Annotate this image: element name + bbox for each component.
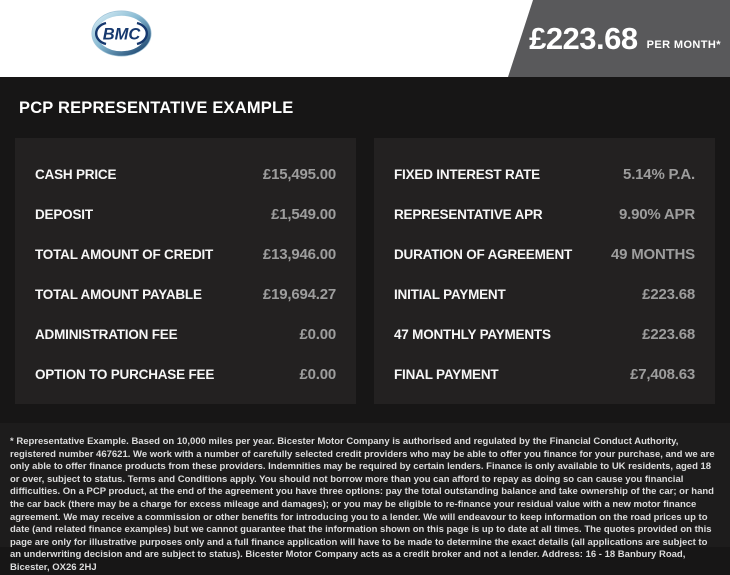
finance-row-label: TOTAL AMOUNT PAYABLE xyxy=(35,286,202,302)
finance-row-label: TOTAL AMOUNT OF CREDIT xyxy=(35,246,214,262)
finance-row-value: £1,549.00 xyxy=(271,205,336,223)
finance-row-label: ADMINISTRATION FEE xyxy=(35,326,178,342)
bmc-logo-text: BMC xyxy=(102,25,141,44)
finance-row-value: £0.00 xyxy=(299,325,336,343)
finance-panel-right xyxy=(374,138,715,404)
finance-row-value: £19,694.27 xyxy=(262,285,336,303)
finance-row-label: OPTION TO PURCHASE FEE xyxy=(35,366,215,382)
finance-row-label: FINAL PAYMENT xyxy=(394,366,499,382)
disclaimer-section xyxy=(0,423,730,573)
finance-row-label: FIXED INTEREST RATE xyxy=(394,166,540,182)
table-row xyxy=(35,274,336,314)
page-title: PCP REPRESENTATIVE EXAMPLE xyxy=(19,98,294,117)
finance-row-label: CASH PRICE xyxy=(35,166,117,182)
finance-row-value: 49 MONTHS xyxy=(610,245,695,263)
finance-row-value: £7,408.63 xyxy=(630,365,695,383)
monthly-price-suffix: PER MONTH* xyxy=(646,39,721,51)
finance-row-value: £223.68 xyxy=(642,325,695,343)
finance-row-label: DEPOSIT xyxy=(35,206,93,222)
table-row xyxy=(35,194,336,234)
finance-row-value: 9.90% APR xyxy=(618,205,695,223)
table-row xyxy=(35,234,336,274)
finance-row-label: REPRESENTATIVE APR xyxy=(394,206,543,222)
table-row xyxy=(394,314,695,354)
table-row xyxy=(35,154,336,194)
finance-row-value: £223.68 xyxy=(642,285,695,303)
bmc-logo-icon xyxy=(91,10,152,57)
table-row xyxy=(35,354,336,394)
table-row xyxy=(394,354,695,394)
finance-panels xyxy=(15,138,715,404)
table-row xyxy=(35,314,336,354)
finance-row-value: 5.14% P.A. xyxy=(623,165,695,183)
table-row xyxy=(394,194,695,234)
top-header-bar xyxy=(0,0,730,77)
finance-panel-left xyxy=(15,138,356,404)
bmc-logo[interactable] xyxy=(91,10,152,57)
table-row xyxy=(394,234,695,274)
finance-row-value: £13,946.00 xyxy=(262,245,336,263)
monthly-price: £223.68 xyxy=(529,20,638,56)
finance-row-label: INITIAL PAYMENT xyxy=(394,286,506,302)
table-row xyxy=(394,274,695,314)
finance-row-label: DURATION OF AGREEMENT xyxy=(394,246,573,262)
finance-row-label: 47 MONTHLY PAYMENTS xyxy=(394,326,551,342)
disclaimer-text: * Representative Example. Based on 10,000 miles per year. Bicester Motor Company is authorised and regulated by the Financial Conduct Authority, registered number 467621. We work with a number of carefully selected credit providers who may be able to offer you finance for your purchase, and we are only able to offer finance products from these providers. Indemnities may be required by certain lenders. Finance is only available to UK residents, aged 18 or over, subject to status. Terms and Conditions apply. You should not borrow more than you can afford to repay as doing so can cause you financial difficulties. On a PCP product, at the end of the agreement you have three options: pay the total outstanding balance and take ownership of the car; or hand the car back (there may be a charge for excess mileage and damages); or you may be eligible to re-finance your residual value with a new motor finance agreement. We may receive a commission or other benefits for introducing you to a lender. We will endeavour to keep information on the road prices up to date (and related finance examples) but we cannot guarantee that the information shown on this page is up to date at all times. The quotes provided on this page are only for illustrative purposes only and a full finance application will have to be made to determine the exact details (all applications are subject to an underwriting decision and are subject to status). Bicester Motor Company acts as a credit broker and not a lender. Address: 16 - 18 Banbury Road, Bicester, OX26 2HJ xyxy=(10,436,715,573)
finance-row-value: £0.00 xyxy=(299,365,336,383)
title-section xyxy=(0,77,730,138)
table-row xyxy=(394,154,695,194)
monthly-price-group xyxy=(520,0,730,77)
finance-row-value: £15,495.00 xyxy=(262,165,336,183)
